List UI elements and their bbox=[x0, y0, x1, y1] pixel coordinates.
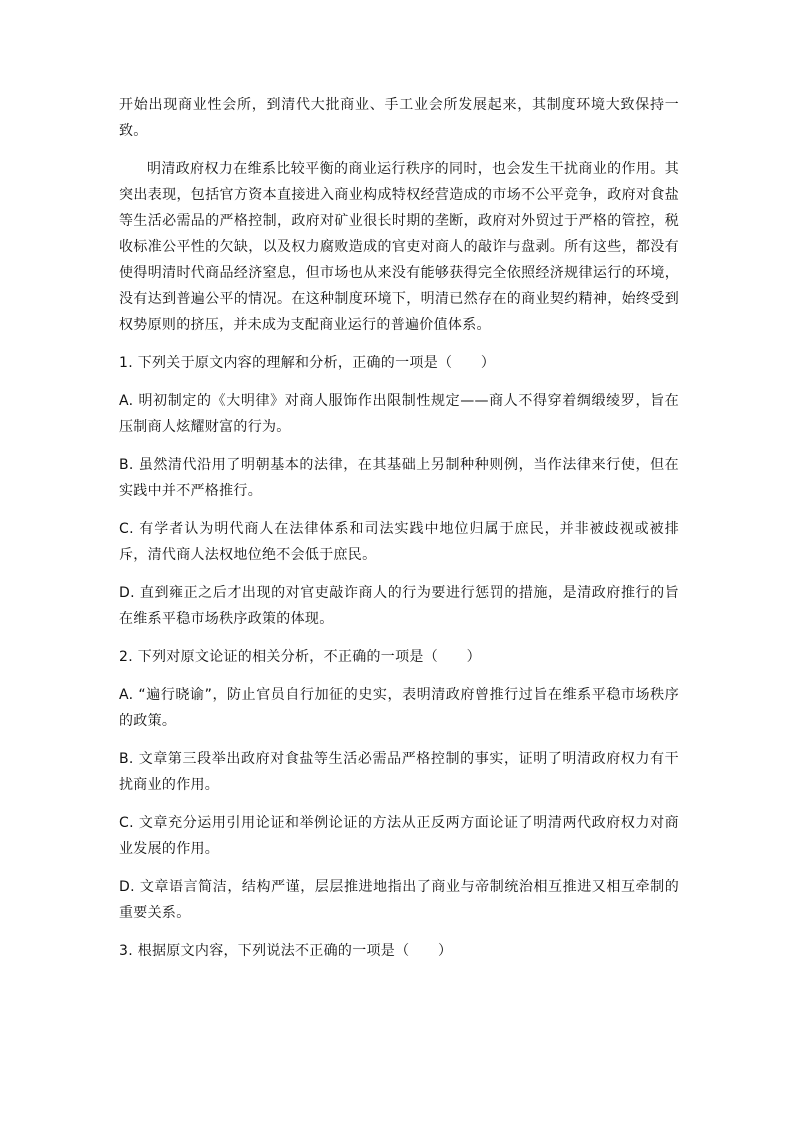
question-2-option-a: A. “遍行晓谕”，防止官员自行加征的史实，表明清政府曾推行过旨在维系平稳市场秩序的政策。 bbox=[119, 687, 679, 729]
question-2-option-c: C. 文章充分运用引用论证和举例论证的方法从正反两方面论证了明清两代政府权力对商业发展的作用。 bbox=[119, 815, 679, 857]
question-1-option-d: D. 直到雍正之后才出现的对官吏敲诈商人的行为要进行惩罚的措施，是清政府推行的旨在维系平稳市场秩序政策的体现。 bbox=[119, 585, 679, 627]
question-3-stem: 3. 根据原文内容，下列说法不正确的一项是（ ） bbox=[119, 943, 453, 959]
question-1 bbox=[119, 350, 679, 632]
question-2-option-d: D. 文章语言简洁，结构严谨，层层推进地指出了商业与帝制统治相互推进又相互牵制的重要关系。 bbox=[119, 879, 679, 921]
question-2-option-b: B. 文章第三段举出政府对食盐等生活必需品严格控制的事实，证明了明清政府权力有干扰商业的作用。 bbox=[119, 751, 679, 793]
question-3 bbox=[119, 938, 679, 964]
document-body bbox=[119, 92, 679, 964]
question-1-option-c: C. 有学者认为明代商人在法律体系和司法实践中地位归属于庶民，并非被歧视或被排斥，清代商人法权地位绝不会低于庶民。 bbox=[119, 521, 679, 563]
question-2-stem: 2. 下列对原文论证的相关分析，不正确的一项是（ ） bbox=[119, 649, 481, 665]
question-1-stem: 1. 下列关于原文内容的理解和分析，正确的一项是（ ） bbox=[119, 355, 496, 371]
question-2 bbox=[119, 644, 679, 926]
paragraph-government-power: 明清政府权力在维系比较平衡的商业运行秩序的同时，也会发生干扰商业的作用。其突出表现，包括官方资本直接进入商业构成特权经营造成的市场不公平竞争，政府对食盐等生活必需品的严格控制，政府对矿业很长时期的垄断，政府对外贸过于严格的管控，税收标准公平性的欠缺，以及权力腐败造成的官吏对商人的敲诈与盘剥。所有这些，都没有使得明清时代商品经济窒息，但市场也从来没有能够获得完全依照经济规律运行的环境，没有达到普遍公平的情况。在这种制度环境下，明清已然存在的商业契约精神，始终受到权势原则的挤压，并未成为支配商业运行的普遍价值体系。 bbox=[119, 161, 679, 333]
question-1-option-a: A. 明初制定的《大明律》对商人服饰作出限制性规定——商人不得穿着绸缎绫罗，旨在压制商人炫耀财富的行为。 bbox=[119, 393, 679, 435]
paragraph-continuation: 开始出现商业性会所，到清代大批商业、手工业会所发展起来，其制度环境大致保持一致。 bbox=[119, 97, 679, 139]
question-1-option-b: B. 虽然清代沿用了明朝基本的法律，在其基础上另制种种则例，当作法律来行使，但在实践中并不严格推行。 bbox=[119, 457, 679, 499]
